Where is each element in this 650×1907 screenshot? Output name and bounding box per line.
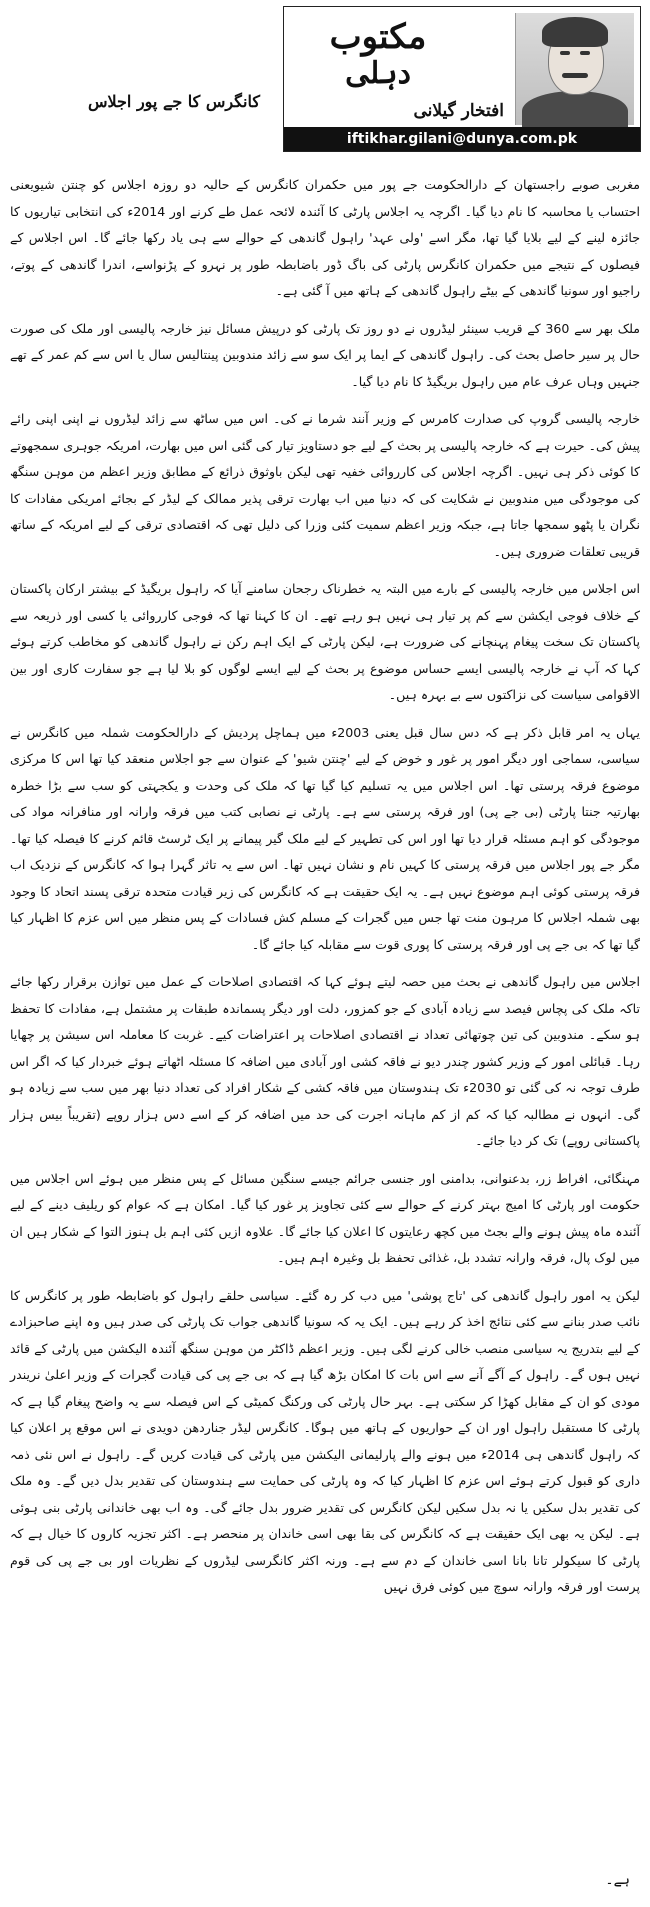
author-name: افتخار گیلانی [413,101,504,121]
author-photo [515,13,634,125]
portrait-eye-right [580,51,590,55]
portrait-hair [542,17,608,47]
logo-line-2: دہلی [345,56,411,91]
article-paragraph: خارجہ پالیسی گروپ کی صدارت کامرس کے وزیر آنند شرما نے کی۔ اس میں ساٹھ سے زائد لیڈروں نے اپنی اپنی رائے پیش کی۔ حیرت ہے کہ خارجہ پالیسی پر بحث کے لیے جو دستاویز تیار کی گئی اس میں بھارت، امریکہ جوہری سمجھوتے کا کوئی ذکر ہی نہیں۔ اگرچہ اجلاس کی کارروائی خفیہ تھی لیکن باوثوق ذرائع کے مطابق وزیر اعظم من موہن سنگھ کی موجودگی میں مندوبین نے شکایت کی کہ دنیا میں اب بھارت ترقی پذیر ممالک کے لیڈر کے بجائے امریکی مفادات کا نگران یا پٹھو سمجھا جاتا ہے، جبکہ وزیر اعظم سمیت کئی وزرا کی دلیل تھی کہ اقتصادی ترقی کے لیے امریکہ کے ساتھ قریبی تعلقات ضروری ہیں۔ [10,411,640,559]
article-paragraph: یہاں یہ امر قابل ذکر ہے کہ دس سال قبل یعنی 2003ء میں ہماچل پردیش کے دارالحکومت شملہ میں کانگرس نے سیاسی، سماجی اور دیگر امور پر غور و خوض کے لیے 'چنتن شیو' کے عنوان سے جو اجلاس منعقد کیا تھا اس کا مرکزی موضوع فرقہ پرستی تھا۔ اس اجلاس میں یہ تسلیم کیا گیا تھا کہ ملک کی وحدت و یکجہتی کو سب سے بڑا خطرہ بھارتیہ جنتا پارٹی (بی جے پی) اور فرقہ پرستی سے ہے۔ پارٹی نے نصابی کتب میں فرقہ وارانہ اور منافرانہ مواد کی موجودگی کو اہم مسئلہ قرار دیا تھا اور اس کی تطہیر کے لیے ملک گیر پیمانے پر ایک ٹرسٹ قائم کرنے کا فیصلہ کیا تھا۔ مگر جے پور اجلاس میں فرقہ پرستی کا کہیں نام و نشان نہیں تھا۔ اس سے یہ تاثر گہرا ہوا کہ کانگرس کے نزدیک اب فرقہ پرستی کوئی اہم موضوع نہیں ہے۔ یہ ایک حقیقت ہے کہ کانگرس کی زیر قیادت متحدہ ترقی پسند اتحاد کا وجود بھی شملہ اجلاس کا مرہون منت تھا جس میں گجرات کے مسلم کش فسادات کے پس منظر میں اس عزم کا اظہار کیا گیا تھا کہ بی جے پی اور فرقہ پرستی کا پوری قوت سے مقابلہ کیا جائے گا۔ [10,724,641,952]
article-paragraph: ملک بھر سے 360 کے قریب سینئر لیڈروں نے دو روز تک پارٹی کو درپیش مسائل نیز خارجہ پالیسی اور ملک کی صورت حال پر سیر حاصل بحث کی۔ راہول گاندھی کے ایما پر ایک سو سے زائد مندوبین پینتالیس سال یا اس سے کم عمر کے تھے جنہیں وہاں عرف عام میں راہول بریگیڈ کا نام دیا گیا۔ [10,320,640,389]
portrait-mustache [562,73,588,78]
article-paragraph: لیکن یہ امور راہول گاندھی کی 'تاج پوشی' میں دب کر رہ گئے۔ سیاسی حلقے راہول کو باضابطہ طور پر کانگرس کا نائب صدر بنانے سے کئی نتائج اخذ کر رہے ہیں۔ ایک یہ کہ سونیا گاندھی جواب تک پارٹی کی صدر ہیں وہ اپنے صاحبزادے کے لیے بتدریج یہ سیاسی منصب خالی کرنے لگی ہیں۔ وزیر اعظم ڈاکٹر من موہن سنگھ آئندہ الیکشن میں پارٹی کے قائد نہیں ہوں گے۔ راہول کے آگے آنے سے اس بات کا امکان بڑھ گیا ہے کہ بی جے پی کی قیادت گجرات کے وزیر اعلیٰ نریندر مودی کو ان کے مقابل کھڑا کر سکتی ہے۔ بہر حال پارٹی کی ورکنگ کمیٹی کے اس فیصلہ سے یہ واضح پیغام گیا ہے کہ پارٹی کا مستقبل راہول اور ان کے حواریوں کے ہاتھ میں ہوگا۔ کانگرس لیڈر جناردھن دویدی نے اس موقع پر اعلان کیا کہ راہول گاندھی ہی 2014ء میں ہونے والے پارلیمانی الیکشن میں پارٹی کی قیادت کریں گے۔ راہول نے اس نئی ذمہ داری کو قبول کرتے ہوئے اس عزم کا اظہار کیا کہ وہ پارٹی کی حمایت سے ہندوستان کی تقدیر بدل دیں گے۔ وہ ملک کی تقدیر بدل سکیں یا نہ بدل سکیں لیکن کانگرس کی تقدیر ضرور بدل جائے گی۔ وہ اب بھی خاندانی پارٹی بنی ہوئی ہے۔ لیکن یہ بھی ایک حقیقت ہے کہ کانگرس کی بقا بھی اسی خاندان پر منحصر ہے۔ اکثر تجزیہ کاروں کا خیال ہے کہ پارٹی کا سیکولر تانا بانا اسی خاندان کے دم سے ہے۔ ورنہ اکثر کانگرسی لیڈروں کے نظریات اور بی جے پی کی قوم پرست اور فرقہ وارانہ سوچ میں کوئی فرق نہیں [10,1287,641,1594]
column-banner [283,6,641,152]
author-email[interactable]: iftikhar.gilani@dunya.com.pk [284,127,640,151]
portrait-shoulders [522,91,628,131]
article-end-mark: ہے۔ [605,1872,630,1888]
article-paragraph: اس اجلاس میں خارجہ پالیسی کے بارے میں البتہ یہ خطرناک رجحان سامنے آیا کہ راہول بریگیڈ کے بیشتر ارکان پاکستان کے خلاف فوجی ایکشن سے کم پر تیار ہی نہیں ہو رہے تھے۔ ان کا کہنا تھا کہ فوجی کارروائی یا کسی اور ذریعہ سے پاکستان تک سخت پیغام پہنچانے کی ضرورت ہے، لیکن پارٹی کے ایک اہم رکن نے راہول گاندھی کو مخاطب کرتے ہوئے کہا کہ آپ نے خارجہ پالیسی ایسے حساس موضوع پر بحث کے لیے ایسے لوگوں کو بلا لیا ہے جو سفارت کاری اور بین الاقوامی سیاست کی نزاکتوں سے بے بہرہ ہیں۔ [10,581,640,702]
article-headline: کانگرس کا جے پور اجلاس [87,92,260,111]
article-paragraph: اجلاس میں راہول گاندھی نے بحث میں حصہ لیتے ہوئے کہا کہ اقتصادی اصلاحات کے عمل میں توازن برقرار رکھا جائے تاکہ ملک کی پچاس فیصد سے زیادہ آبادی کے جو کمزور، دلت اور دیگر پسماندہ طبقات پر مشتمل ہے، مفادات کا تحفظ ہو سکے۔ مندوبین کی تین چوتھائی تعداد نے اقتصادی اصلاحات پر اعتراضات کیے۔ غربت کا معاملہ اس سیشن پر چھایا رہا۔ قبائلی امور کے وزیر کشور چندر دیو نے فاقہ کشی اور آبادی میں اضافہ کا مسئلہ اٹھاتے ہوئے خبردار کیا کہ اگر اس طرف توجہ نہ کی گئی تو 2030ء تک ہندوستان میں فاقہ کشی کے شکار افراد کی تعداد دنیا بھر میں سب سے زیادہ ہو گی۔ انہوں نے مطالبہ کیا کہ کم از کم ماہانہ اجرت کی حد میں اضافہ کر کے اسے دس ہزار روپے (تقریباً بیس ہزار پاکستانی روپے) تک کر دیا جائے۔ [10,974,641,1148]
logo-line-1: مکتوب [329,17,427,57]
article-paragraph: مہنگائی، افراط زر، بدعنوانی، بدامنی اور جنسی جرائم جیسے سنگین مسائل کے پس منظر میں ہوئے اس اجلاس میں حکومت اور پارٹی کا امیج بہتر کرنے کے حوالے سے کئی تجاویز پر غور کیا گیا۔ امکان ہے کہ عوام کو ریلیف دینے کے لیے آئندہ ماہ پیش ہونے والے بجٹ میں کچھ رعایتوں کا اعلان کیا جائے گا۔ علاوہ ازیں کئی اہم بل ہنوز التوا کے شکار ہیں ان میں لوک پال، فرقہ وارانہ تشدد بل، غذائی تحفظ بل وغیرہ اہم ہیں۔ [10,1170,640,1265]
column-logo [298,17,458,97]
article-paragraph: مغربی صوبے راجستھان کے دارالحکومت جے پور میں حکمران کانگرس کے حالیہ دو روزہ اجلاس کو چنتن شیویعنی احتساب یا محاسبہ کا نام دیا گیا۔ اگرچہ یہ اجلاس پارٹی کا آئندہ لائحہ عمل طے کرنے اور 2014ء کی انتخابی تیاریوں کا جائزہ لینے کے لیے بلایا گیا تھا، مگر اسے 'ولی عہد' راہول گاندھی کے حوالے سے ہی یاد رکھا جائے گا۔ اس اجلاس کے فیصلوں کے نتیجے میں حکمران کانگرس پارٹی کی باگ ڈور باضابطہ طور پر نہرو کے پڑنواسے، اندرا گاندھی کے پوتے، راجیو اور سونیا گاندھی کے بیٹے راہول گاندھی کے ہاتھ میں آ گئی ہے۔ [10,177,640,298]
portrait-eye-left [560,51,570,55]
article-body [10,172,640,1612]
